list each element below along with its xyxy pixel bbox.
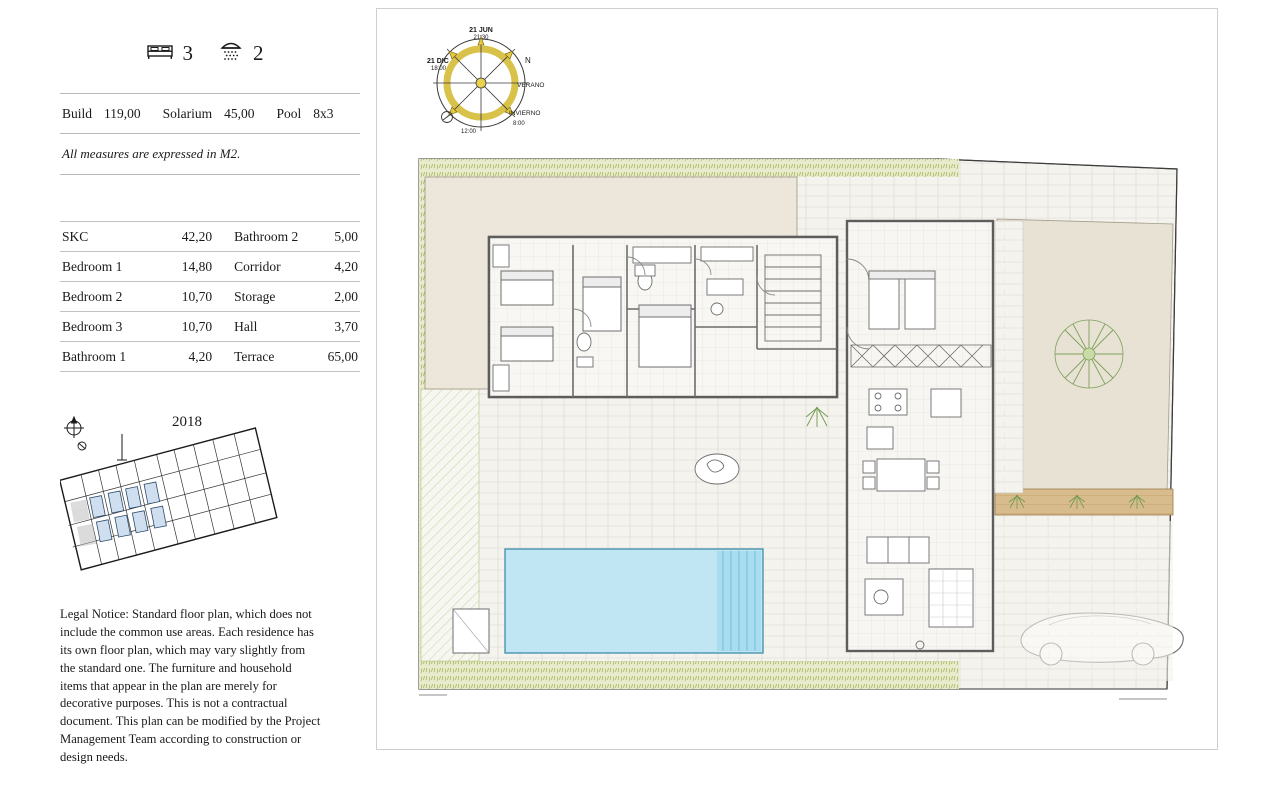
table-row bbox=[60, 252, 360, 282]
divider-bottom bbox=[60, 174, 360, 175]
build-label: Build bbox=[62, 106, 93, 121]
table-row bbox=[60, 222, 360, 252]
area-name: Bedroom 2 bbox=[62, 289, 123, 304]
area-name: SKC bbox=[62, 229, 89, 244]
table-row bbox=[60, 342, 360, 372]
solarium-label: Solarium bbox=[162, 106, 213, 121]
area-value: 4,20 bbox=[334, 259, 358, 274]
table-row bbox=[60, 312, 360, 342]
driveway bbox=[995, 521, 1173, 681]
area-value: 14,80 bbox=[181, 259, 213, 274]
area-value: 4,20 bbox=[188, 349, 213, 364]
grass-strip-bottom bbox=[419, 661, 959, 689]
bedrooms-summary bbox=[147, 41, 194, 66]
areas-table bbox=[60, 221, 360, 372]
area-value: 10,70 bbox=[181, 289, 213, 304]
tree-icon bbox=[1055, 320, 1123, 388]
area-name: Terrace bbox=[234, 349, 275, 364]
pool-value: 8x3 bbox=[313, 106, 334, 121]
bathrooms-summary bbox=[219, 40, 264, 67]
compass-summer-label: VERANO bbox=[517, 82, 545, 89]
compass-time-2130: 21:30 bbox=[473, 35, 489, 41]
compass-label-jun: 21 JUN bbox=[469, 27, 493, 34]
north-arrow-icon bbox=[64, 417, 84, 438]
pool bbox=[505, 549, 763, 653]
area-value: 2,00 bbox=[334, 289, 358, 304]
area-name: Bedroom 3 bbox=[62, 319, 123, 334]
legal-notice: Legal Notice: Standard floor plan, which does not include the common use areas. Each residence has its own floor plan, which may vary slightly from the standard one. The furniture and household items that appear in the plan are merely for decorative purposes. This is not a contractual document. This plan can be modified by the Project Management Team according to construction or design needs. bbox=[60, 607, 321, 764]
area-value: 3,70 bbox=[334, 319, 358, 334]
info-panel bbox=[60, 40, 360, 767]
compass-label-dic: 21 DIC bbox=[427, 58, 449, 65]
outdoor-lounge bbox=[695, 454, 739, 484]
compass-time-1200: 12:00 bbox=[461, 129, 477, 135]
boundary-ticks bbox=[419, 695, 1167, 699]
table-row bbox=[60, 282, 360, 312]
compass-north-label: N bbox=[525, 56, 531, 65]
grass-strip-top bbox=[419, 159, 959, 177]
area-value: 42,20 bbox=[181, 229, 213, 244]
compass-winter-label: INVIERNO bbox=[509, 110, 541, 117]
area-name: Bedroom 1 bbox=[62, 259, 123, 274]
bed-icon bbox=[147, 41, 173, 66]
area-name: Corridor bbox=[234, 259, 281, 274]
shower-icon bbox=[219, 40, 243, 67]
area-value: 5,00 bbox=[334, 229, 358, 244]
sun-path-compass-icon bbox=[427, 27, 544, 135]
pool-label: Pool bbox=[276, 106, 302, 121]
area-value: 65,00 bbox=[327, 349, 358, 364]
compass-time-800: 8:00 bbox=[513, 121, 525, 127]
build-value: 119,00 bbox=[104, 106, 141, 121]
measures-note: All measures are expressed in M2. bbox=[62, 146, 241, 161]
area-name: Bathroom 1 bbox=[62, 349, 127, 364]
compass-scale-icon bbox=[442, 112, 453, 123]
area-name: Storage bbox=[234, 289, 276, 304]
bathrooms-count: 2 bbox=[253, 41, 264, 65]
area-value: 10,70 bbox=[181, 319, 213, 334]
side-paving bbox=[995, 221, 1023, 493]
area-name: Bathroom 2 bbox=[234, 229, 299, 244]
floor-plan-drawing bbox=[377, 9, 1215, 747]
compass-time-1800: 18:00 bbox=[431, 66, 447, 72]
area-name: Hall bbox=[234, 319, 258, 334]
site-key-plan bbox=[60, 416, 360, 576]
solarium-value: 45,00 bbox=[224, 106, 255, 121]
floor-plan-panel bbox=[376, 8, 1218, 750]
site-key-year: 2018 bbox=[172, 414, 202, 430]
summary-icons bbox=[60, 40, 360, 67]
build-row bbox=[60, 94, 360, 133]
bedrooms-count: 3 bbox=[182, 41, 193, 65]
